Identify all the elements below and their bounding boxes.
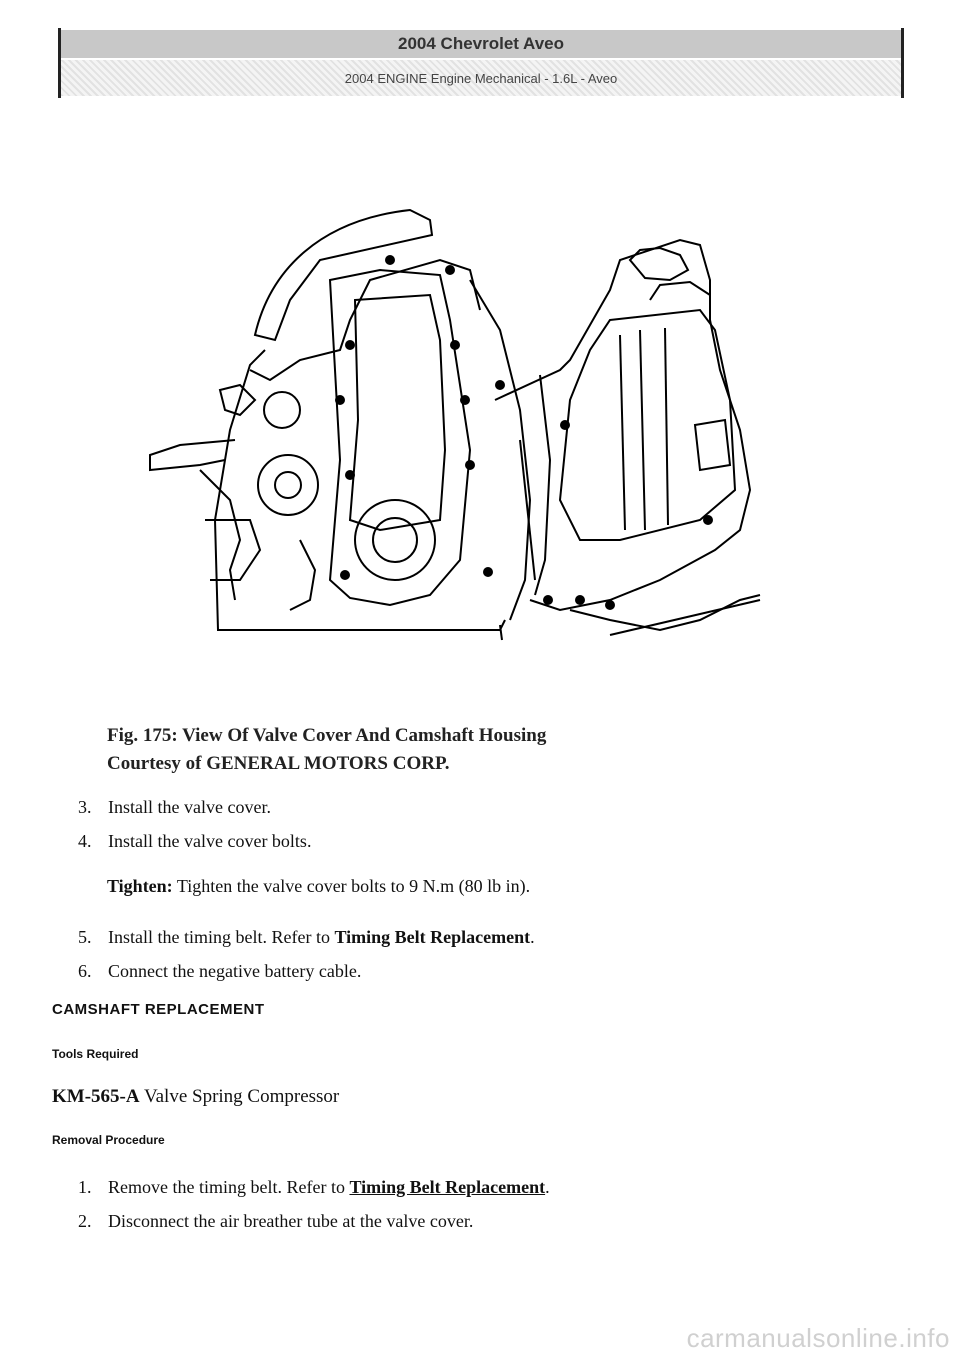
tools-heading: Tools Required <box>52 1047 139 1061</box>
step-text-suffix: . <box>530 926 535 947</box>
figure-caption <box>107 722 546 778</box>
install-steps-list-continued <box>78 920 535 988</box>
tighten-label: Tighten: <box>107 876 173 896</box>
tool-line <box>52 1086 339 1108</box>
tool-code: KM-565-A <box>52 1086 140 1107</box>
list-item <box>78 824 311 858</box>
step-text-prefix: Remove the timing belt. Refer to <box>108 1176 350 1197</box>
step-number: 4. <box>78 830 92 851</box>
tighten-text: Tighten the valve cover bolts to 9 N.m (80 lb in). <box>176 876 531 896</box>
timing-belt-link[interactable]: Timing Belt Replacement <box>334 926 531 947</box>
tighten-note <box>107 876 530 897</box>
step-text-suffix: . <box>545 1176 550 1197</box>
step-number: 3. <box>78 796 92 817</box>
step-number: 1. <box>78 1176 92 1197</box>
timing-belt-link[interactable]: Timing Belt Replacement <box>349 1176 546 1197</box>
header-border-right <box>901 28 904 98</box>
step-text <box>108 1177 550 1198</box>
tool-name: Valve Spring Compressor <box>139 1086 340 1107</box>
step-text-prefix: Install the timing belt. Refer to <box>108 926 335 947</box>
page-header <box>58 28 904 98</box>
section-heading: CAMSHAFT REPLACEMENT <box>52 1001 265 1018</box>
list-item <box>78 920 535 954</box>
step-text: Install the valve cover. <box>108 796 271 817</box>
removal-steps-list <box>78 1170 550 1238</box>
document-title: 2004 Chevrolet Aveo <box>61 30 901 58</box>
removal-heading: Removal Procedure <box>52 1133 165 1147</box>
list-item <box>78 790 311 824</box>
figure-caption-title: Fig. 175: View Of Valve Cover And Camshaft Housing <box>107 725 547 746</box>
step-text: Install the valve cover bolts. <box>108 830 312 851</box>
install-steps-list <box>78 790 311 858</box>
step-text <box>108 927 535 948</box>
step-number: 6. <box>78 960 92 981</box>
step-text: Connect the negative battery cable. <box>108 960 362 981</box>
document-subtitle: 2004 ENGINE Engine Mechanical - 1.6L - Aveo <box>61 60 901 96</box>
figure-caption-credit: Courtesy of GENERAL MOTORS CORP. <box>107 753 450 774</box>
step-number: 5. <box>78 926 92 947</box>
step-text: Disconnect the air breather tube at the valve cover. <box>108 1210 474 1231</box>
list-item <box>78 1204 550 1238</box>
step-number: 2. <box>78 1210 92 1231</box>
watermark: carmanualsonline.info <box>686 1323 950 1353</box>
list-item <box>78 1170 550 1204</box>
engine-illustration <box>140 200 780 660</box>
list-item <box>78 954 535 988</box>
